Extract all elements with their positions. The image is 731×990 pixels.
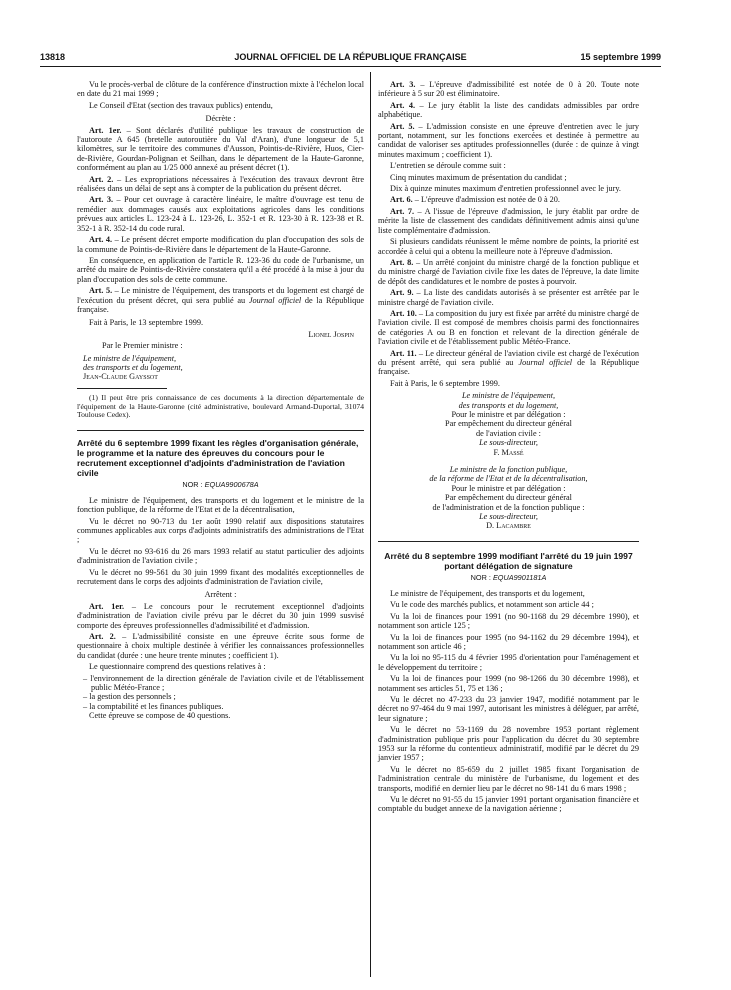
issue-date: 15 septembre 1999 [580, 52, 661, 62]
article-text: – Sont déclarés d'utilité publique les travaux de construction de l'autoroute A 645 (bretelle autoroutière du Val d'Aran), d'une longueur de 5,1 kilomètres, sur le territoire des communes d'Ausson, Pointis-de-Rivière, Huos, Cier-de-Rivière, Gourdan-Polignan et Seilhan, dans le département de la Haute-Garonne, conformément au plan au 1/25 000 annexé au présent décret (1). [77, 125, 365, 173]
article-paragraph [77, 126, 364, 173]
intro-paragraph: Vu le procès-verbal de clôture de la conférence d'instruction mixte à l'échelon local en date du 21 mai 1999 ; [77, 80, 364, 99]
article-paragraph [77, 235, 364, 254]
article-paragraph [77, 175, 364, 194]
article-paragraph: Art. 4. – Le jury établit la liste des candidats admissibles par ordre alphabétique. [378, 100, 639, 120]
visa-paragraph: Vu le décret no 47-233 du 23 janvier 1947, modifié notamment par le décret no 97-464 du 9 mai 1997, autorisant les ministres à déléguer, par arrêté, leur signature ; [378, 694, 639, 723]
list-item: – la gestion des personnels ; [83, 692, 176, 702]
left-column [77, 80, 364, 723]
journal-title: JOURNAL OFFICIEL DE LA RÉPUBLIQUE FRANÇAISE [234, 52, 467, 62]
page-number: 13818 [40, 52, 66, 62]
visa-paragraph: Vu le décret no 90-713 du 1er août 1990 relatif aux dispositions statutaires communes applicables aux corps d'adjoints administratifs des administrations de l'Etat ; [77, 516, 364, 545]
article-label: Art. 4. [89, 235, 113, 245]
signatory-name: F. Massé [493, 447, 524, 457]
done-at: Fait à Paris, le 13 septembre 1999. [89, 318, 204, 328]
section-title: Arrêté du 8 septembre 1999 modifiant l'arrêté du 19 juin 1997 portant délégation de signature [384, 550, 633, 571]
visa-paragraph: Vu la loi de finances pour 1991 (no 90-1168 du 29 décembre 1990), et notamment son article 125 ; [378, 611, 639, 631]
journal-name: Journal officiel [518, 357, 573, 367]
right-column [378, 80, 639, 816]
signature-block: Le ministre de l'équipement, des transports et du logement, Pour le ministre et par délégation : Par empêchement du directeur général de l'aviation civile : Le sous-directeur, F. Massé [378, 391, 639, 457]
signatory-name: Jean-Claude Gayssot [83, 372, 158, 382]
signature-line: Par le Premier ministre : [102, 341, 183, 351]
decrete-heading: Décrète : [205, 114, 236, 124]
intro-paragraph: Le Conseil d'Etat (section des travaux publics) entendu, [89, 100, 273, 110]
visa-paragraph: Vu la loi de finances pour 1995 (no 94-1162 du 29 décembre 1994), et notamment son article 46 ; [378, 632, 639, 651]
article-followup: En conséquence, en application de l'article R. 123-36 du code de l'urbanisme, un arrêté du maire de Pointis-de-Rivière constatera qu'il a été procédé à la mise à jour du plan d'occupation des sols de cette commune. [77, 255, 364, 284]
visa-paragraph: Vu la loi no 95-115 du 4 février 1995 d'orientation pour l'aménagement et le développement du territoire ; [378, 653, 639, 672]
done-at: Fait à Paris, le 6 septembre 1999. [390, 378, 500, 388]
article-label: Art. 3. [89, 195, 114, 205]
article-paragraph: Art. 10. – La composition du jury est fixée par arrêté du ministre chargé de l'aviation civile. Il est composé de membres choisis parmi des fonctionnaires de catégories A ou B en fonction et relevant de la direction générale de l'aviation civile et de l'établissement public Météo-France. [378, 308, 639, 347]
signatory-name: Lionel Jospin [308, 329, 354, 339]
questionnaire-intro: Le questionnaire comprend des questions relatives à : [89, 662, 266, 672]
article-label: Art. 5. [89, 286, 113, 296]
footnote: (1) Il peut être pris connaissance de ces documents à la direction départementale de l'équipement de la Haute-Garonne (cité administrative, boulevard Armand-Duportal, 31074 Toulouse Cedex). [77, 392, 364, 420]
list-item: – la comptabilité et les finances publiques. [83, 701, 224, 711]
list-item: – l'environnement de la direction générale de l'aviation civile et de l'établissement public Météo-France ; [83, 673, 364, 693]
visa-paragraph: Vu le décret no 53-1169 du 28 novembre 1953 portant règlement d'administration publique pris pour l'application du décret du 30 septembre 1953 sur la réforme du contentieux administratif, modifié par le décret du 29 janvier 1957 ; [378, 725, 639, 763]
section-rule [77, 430, 364, 431]
article-paragraph: Art. 11. – Le directeur général de l'aviation civile est chargé de l'exécution du présent arrêté, qui sera publié au Journal officiel de la République française. [378, 348, 640, 377]
visa-paragraph: Vu le décret no 91-55 du 15 janvier 1991 portant organisation financière et comptable du budget annexe de la navigation aérienne ; [378, 795, 639, 814]
article-text: – Le présent décret emporte modification du plan d'occupation des sols de la commune de Pointis-de-Rivière dans le département de la Haute-Garonne. [77, 235, 364, 254]
article-label: Art. 2. [89, 174, 114, 184]
article-paragraph [77, 195, 364, 233]
body-paragraph: Si plusieurs candidats réunissent le même nombre de points, la priorité est accordée à celui qui a obtenu la meilleure note à l'épreuve d'admission. [378, 237, 639, 256]
page-header [40, 52, 661, 66]
article-label: Art. 1er. [89, 125, 122, 135]
article-paragraph: Art. 8. – Un arrêté conjoint du ministre chargé de la fonction publique et du ministre chargé de l'aviation civile fixe les dates de l'épreuve, la date limite de dépôt des candidatures et le nombre de postes à pourvoir. [378, 257, 639, 286]
body-paragraph: L'entretien se déroule comme suit : [390, 161, 506, 171]
article-paragraph: Art. 9. – La liste des candidats autorisés à se présenter est arrêtée par le ministre chargé de l'aviation civile. [378, 288, 640, 307]
visa-paragraph: Le ministre de l'équipement, des transports et du logement, [390, 588, 585, 598]
article-paragraph: Art. 1er. – Le concours pour le recrutement exceptionnel d'adjoints d'administration de l'aviation civile prévu par le décret du 30 juin 1999 susvisé comporte des épreuves professionnelles d'admissibilité et d'admission. [77, 601, 364, 630]
article-text: – Les expropriations nécessaires à l'exécution des travaux devront être réalisées dans un délai de sept ans à compter de la publication du présent décret. [77, 174, 364, 194]
article-paragraph: Art. 3. – L'épreuve d'admissibilité est notée de 0 à 20. Toute note inférieure à 5 sur 20 est éliminatoire. [378, 80, 639, 99]
visa-paragraph: Vu le décret no 93-616 du 26 mars 1993 relatif au statut particulier des adjoints d'administration de l'aviation civile ; [77, 546, 364, 566]
closing-line: Cette épreuve se compose de 40 questions. [89, 711, 231, 721]
questionnaire-list [77, 674, 364, 712]
article-text: – Pour cet ouvrage à caractère linéaire, le maître d'ouvrage est tenu de remédier aux dommages causés aux exploitations agricoles dans les conditions prévues aux articles L. 123-24 à L. 123-26, L. 352-1 et R. 123-30 à R. 123-38 et R. 352-1 à R. 352-14 du code rural. [77, 195, 364, 233]
column-divider [370, 72, 371, 977]
body-paragraph: Dix à quinze minutes maximum d'entretien professionnel avec le jury. [390, 184, 621, 194]
signatory-name: D. Lacambre [486, 521, 531, 531]
article-paragraph: Art. 6. – L'épreuve d'admission est notée de 0 à 20. [390, 195, 560, 205]
body-paragraph: Cinq minutes maximum de présentation du candidat ; [390, 172, 567, 182]
visa-paragraph: Vu le décret no 85-659 du 2 juillet 1985 fixant l'organisation de l'administration centrale du ministère de l'urbanisme, du logement et des transports, modifié en dernier lieu par le décret no 98-141 du 6 mars 1998 ; [378, 764, 639, 793]
article-paragraph: Art. 5. – Le ministre de l'équipement, des transports et du logement est chargé de l'exécution du présent décret, qui sera publié au Journal officiel de la République française. [77, 286, 365, 314]
article-paragraph: Art. 5. – L'admission consiste en une épreuve d'entretien avec le jury portant, notamment, sur les fonctions exercées et destinée à permettre au candidat de valoriser ses aptitudes professionnelles (durée : de quinze à vingt minutes maximum ; coefficient 1). [378, 121, 639, 159]
article-paragraph: Art. 7. – A l'issue de l'épreuve d'admission, le jury établit par ordre de mérite la liste de classement des candidats définitivement admis ainsi qu'une liste complémentaire d'admission. [378, 206, 639, 235]
nor-reference: NOR : EQUA9901181A [470, 573, 547, 583]
visa-paragraph: Le ministre de l'équipement, des transports et du logement et le ministre de la fonction publique, de la réforme de l'Etat et de la décentralisation, [77, 495, 364, 515]
visa-paragraph: Vu le code des marchés publics, et notamment son article 44 ; [390, 600, 594, 610]
signature-line: des transports et du logement, [83, 362, 183, 372]
arretent-heading: Arrêtent : [204, 590, 237, 600]
section-rule [378, 541, 639, 542]
journal-name: Journal officiel [248, 295, 302, 305]
visa-paragraph: Vu la loi de finances pour 1999 (no 98-1266 du 30 décembre 1998), et notamment ses articles 51, 75 et 136 ; [378, 674, 639, 693]
signature-block: Le ministre de la fonction publique, de la réforme de l'Etat et de la décentralisation, Pour le ministre et par délégation : Par empêchement du directeur général de l'administration et de la fonction publique : Le sous-directeur, D. Lacambre [378, 465, 639, 531]
article-paragraph: Art. 2. – L'admissibilité consiste en une épreuve écrite sous forme de questionnaire à choix multiple destinée à vérifier les connaissances professionnelles du candidat (durée : une heure trente minutes ; coefficient 1). [77, 632, 364, 660]
nor-reference: NOR : EQUA9900678A [182, 480, 259, 490]
footnote-rule [77, 388, 167, 389]
signature-line: Le ministre de l'équipement, [83, 353, 177, 363]
visa-paragraph: Vu le décret no 99-561 du 30 juin 1999 fixant des modalités exceptionnelles de recrutement dans le corps des adjoints d'administration de l'aviation civile, [77, 567, 364, 587]
header-rule [40, 66, 661, 67]
section-title: Arrêté du 6 septembre 1999 fixant les règles d'organisation générale, le programme et la nature des épreuves du concours pour le recrutement exceptionnel d'adjoints d'administration de l'aviation civile [77, 438, 359, 478]
